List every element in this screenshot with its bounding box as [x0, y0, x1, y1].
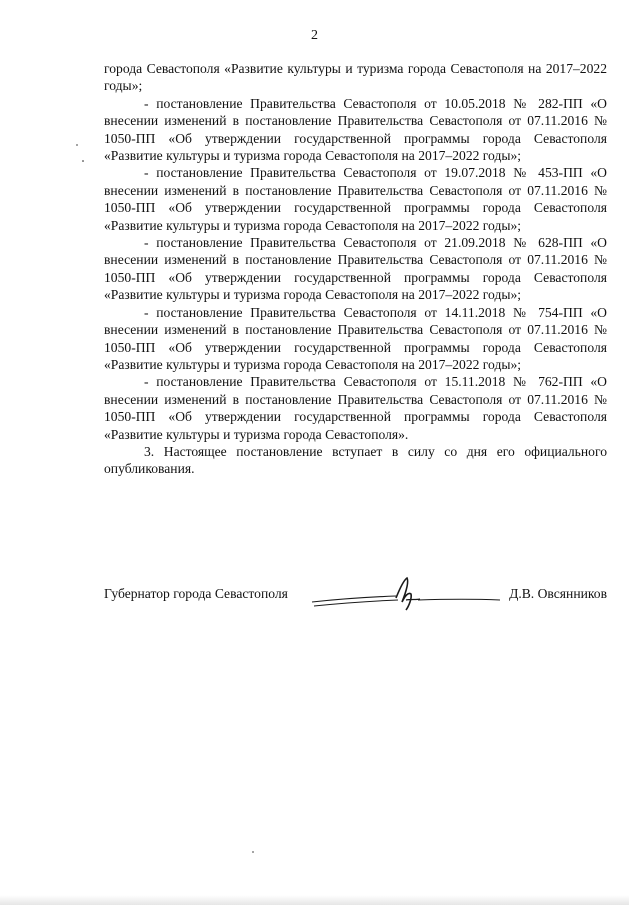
signatory-title: Губернатор города Севастополя	[104, 586, 288, 601]
list-item-resolution-628: - постановление Правительства Севастополя от 21.09.2018 № 628-ПП «О внесении изменений в постановление Правительства Севастополя от 07.11.2016 № 1050-ПП «Об утверждении государственной программы города Севастополя «Развитие культуры и туризма города Севастополя на 2017–2022 годы»;	[104, 235, 607, 303]
list-item-resolution-282: - постановление Правительства Севастополя от 10.05.2018 № 282-ПП «О внесении изменений в постановление Правительства Севастополя от 07.11.2016 № 1050-ПП «Об утверждении государственной программы города Севастополя «Развитие культуры и туризма города Севастополя на 2017–2022 годы»;	[104, 95, 607, 164]
scan-speck	[76, 144, 78, 146]
list-item-resolution-754: - постановление Правительства Севастополя от 14.11.2018 № 754-ПП «О внесении изменений в постановление Правительства Севастополя от 07.11.2016 № 1050-ПП «Об утверждении государственной программы города Севастополя «Развитие культуры и туризма города Севастополя на 2017–2022 годы»;	[104, 304, 607, 372]
signatory-name: Д.В. Овсянников	[509, 586, 607, 601]
list-item-resolution-453: - постановление Правительства Севастополя от 19.07.2018 № 453-ПП «О внесении изменений в постановление Правительства Севастополя от 07.11.2016 № 1050-ПП «Об утверждении государственной программы города Севастополя «Развитие культуры и туризма города Севастополя на 2017–2022 годы»;	[104, 165, 607, 233]
paragraph-continuation: города Севастополя «Развитие культуры и туризма города Севастополя на 2017–2022 годы»;	[104, 61, 607, 94]
scan-speck	[252, 851, 254, 853]
scan-speck	[82, 160, 84, 162]
page-number: 2	[311, 28, 318, 43]
list-item-resolution-762: - постановление Правительства Севастополя от 15.11.2018 № 762-ПП «О внесении изменений в постановление Правительства Севастополя от 07.11.2016 № 1050-ПП «Об утверждении государственной программы города Севастополя «Развитие культуры и туризма города Севастополя».	[104, 374, 607, 442]
handwritten-signature	[310, 576, 502, 616]
signature-block	[104, 576, 607, 616]
scan-edge-shadow	[0, 895, 629, 905]
clause-3-effective-date: 3. Настоящее постановление вступает в силу со дня его официального опубликования.	[104, 443, 607, 477]
document-body	[104, 60, 607, 478]
